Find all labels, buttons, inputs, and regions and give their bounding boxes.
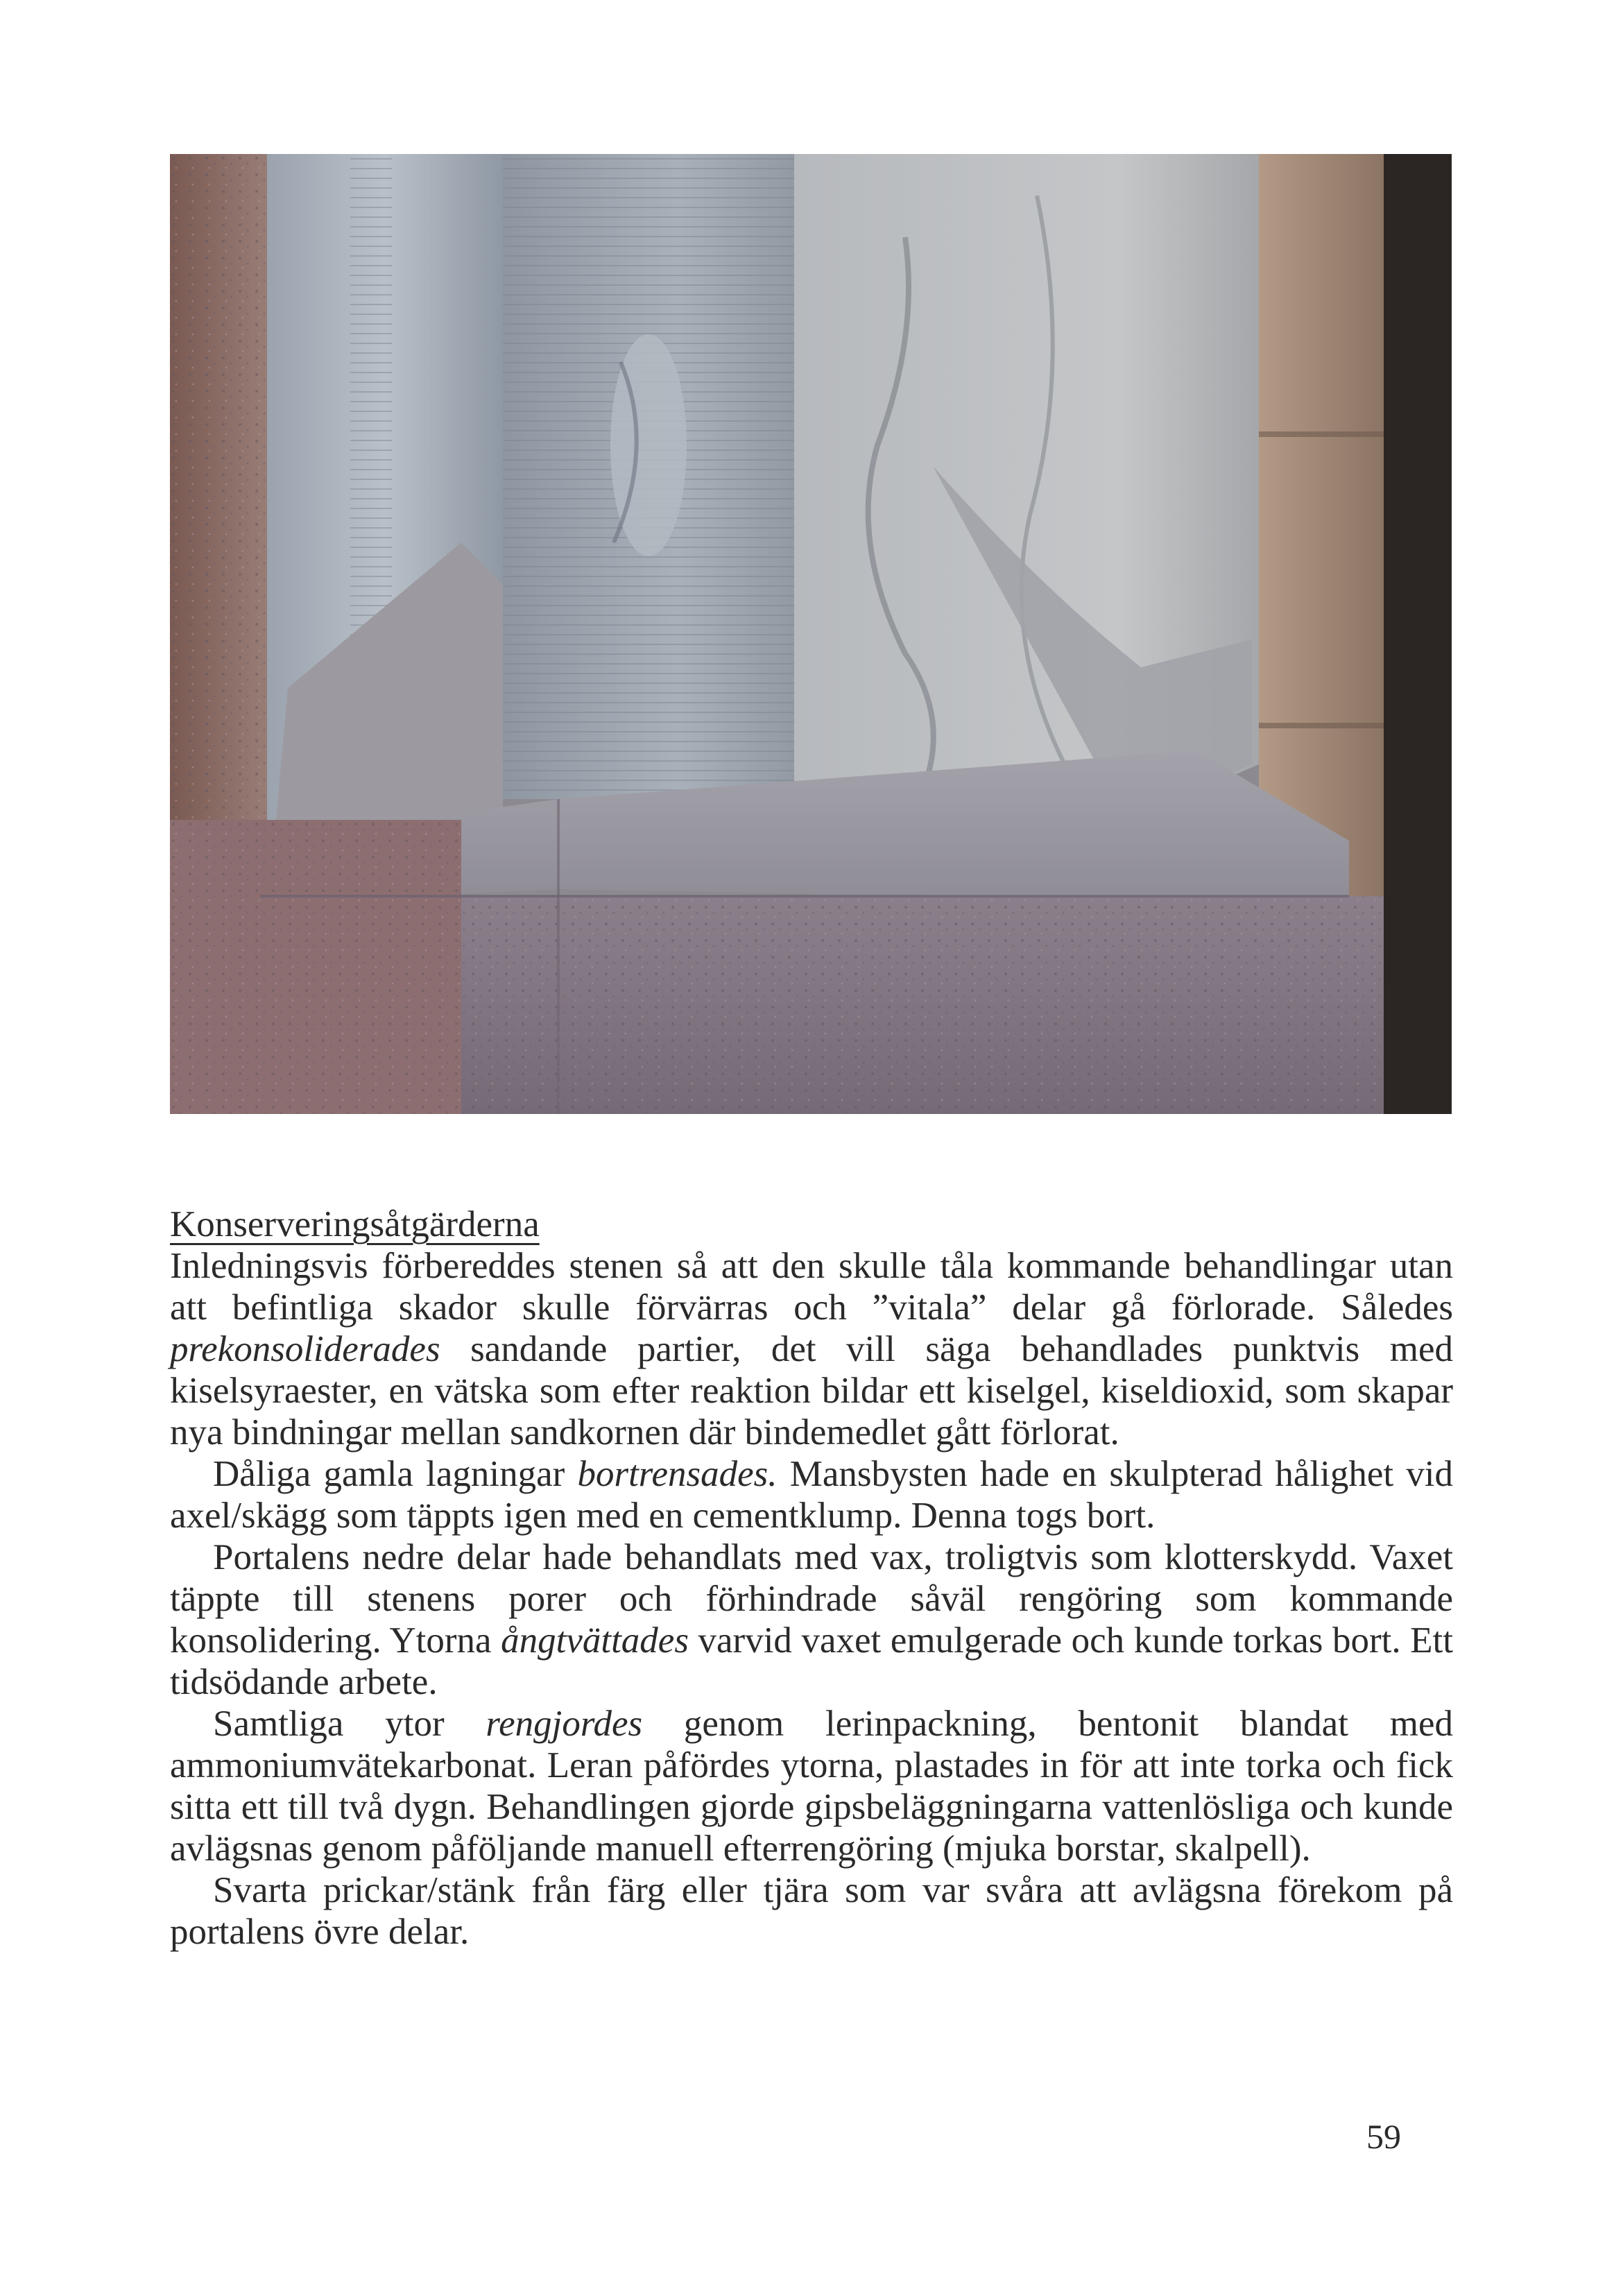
stone-portal-photo: [170, 154, 1452, 1114]
paragraph: [170, 1245, 1453, 1453]
text-run: genom lerinpackning, bentonit blandat med ammoniumvätekarbonat. Leran påfördes ytorna, plastades in för att inte torka och fick sitta ett till två dygn. Behandlingen gjorde gipsbeläggningarna vattenlösliga och kunde avlägsnas genom påföljande manuell efterrengöring (mjuka borstar, skalpell).: [170, 1704, 1453, 1869]
text-run: Svarta prickar/stänk från färg eller tjära som var svåra att avlägsna förekom på portalens övre delar.: [170, 1870, 1453, 1952]
text-run: Inledningsvis förbereddes stenen så att den skulle tåla kommande behandlingar utan att befintliga skador skulle förvärras och ”vitala” delar gå förlorade. Således: [170, 1246, 1453, 1328]
text-run: Portalens nedre delar hade behandlats med vax, troligtvis som klotterskydd. Vaxet täppte till stenens porer och förhindrade såväl rengöring som kommande konsolidering. Ytorna: [170, 1537, 1453, 1661]
paragraph: [170, 1453, 1453, 1536]
article-body: [170, 1203, 1453, 1953]
italic-term: rengjordes: [486, 1704, 643, 1744]
paragraph: [170, 1869, 1453, 1953]
page-number: 59: [1366, 2117, 1401, 2156]
italic-term: ångtvättades: [501, 1620, 689, 1661]
text-run: sandande partier, det vill säga behandlades punktvis med kiselsyraester, en vätska som efter reaktion bildar ett kiselgel, kiseldioxid, som skapar nya bindningar mellan sandkornen där bindemedlet gått förlorat.: [170, 1329, 1453, 1453]
paragraph: [170, 1536, 1453, 1703]
text-run: Dåliga gamla lagningar: [213, 1454, 578, 1494]
italic-term: bortrensades.: [577, 1454, 778, 1494]
italic-term: prekonsoliderades: [170, 1329, 440, 1369]
paragraph: [170, 1703, 1453, 1869]
text-run: Mansbysten hade en skulpterad hålighet vid axel/skägg som täppts igen med en cementklump. Denna togs bort.: [170, 1454, 1453, 1536]
section-heading: Konserveringsåtgärderna: [170, 1204, 540, 1244]
text-run: varvid vaxet emulgerade och kunde torkas bort. Ett tidsödande arbete.: [170, 1620, 1453, 1702]
text-run: Samtliga ytor: [213, 1704, 486, 1744]
stone-portal-base-photo: [170, 154, 1452, 1114]
